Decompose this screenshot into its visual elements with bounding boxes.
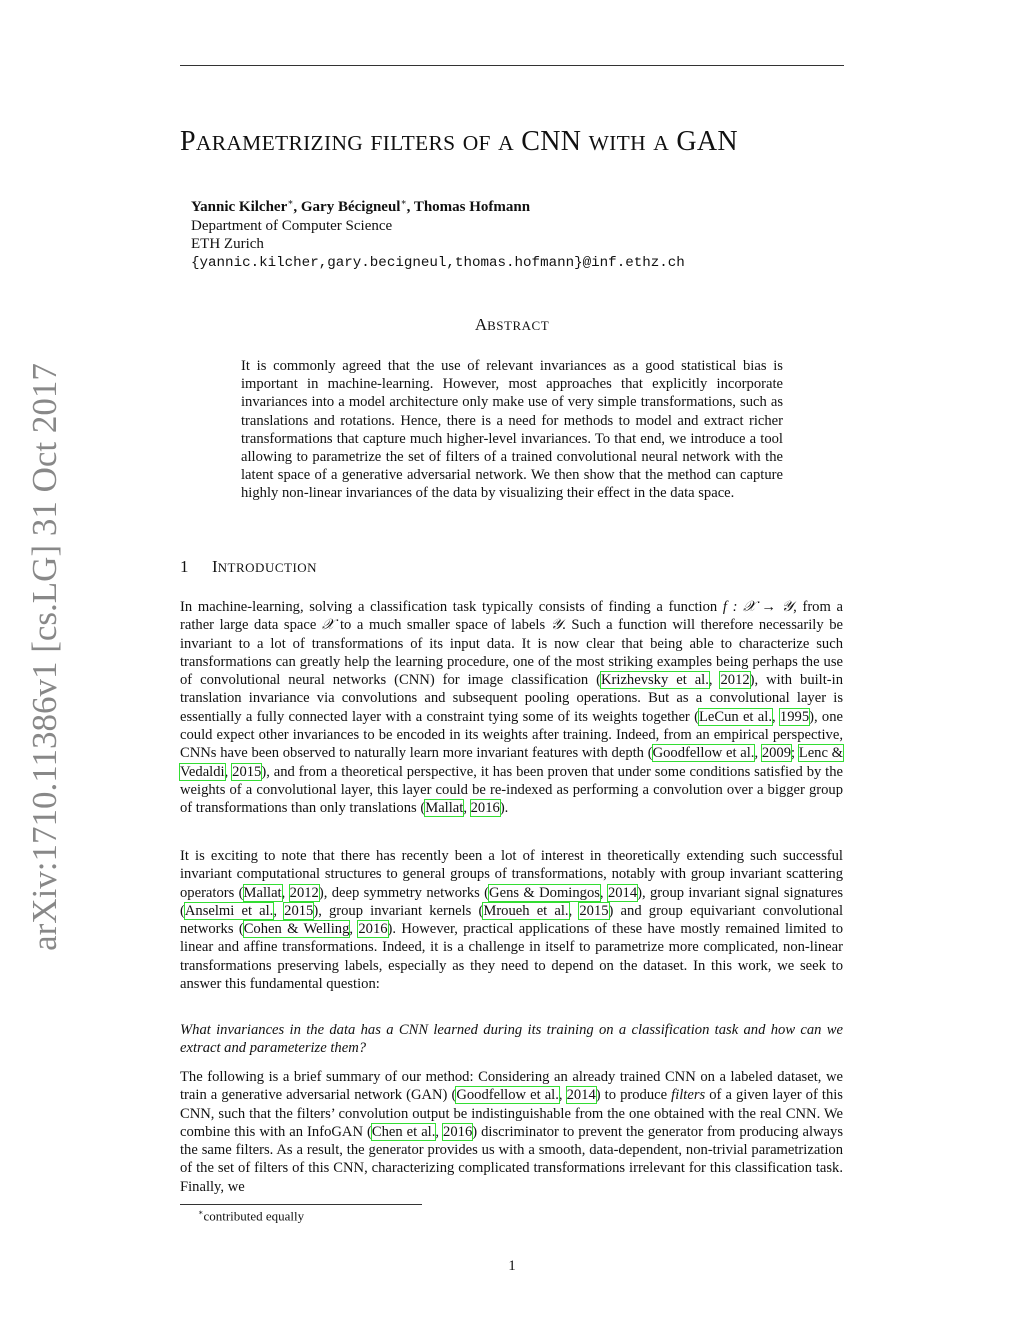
title-word: GAN — [676, 126, 738, 157]
author-emails: {yannic.kilcher,gary.becigneul,thomas.hofmann}@inf.ethz.ch — [191, 254, 685, 271]
math-function: f : 𝒳 → 𝒴 — [722, 599, 794, 615]
citation-link[interactable]: Goodfellow et al. — [456, 1087, 559, 1104]
research-question: What invariances in the data has a CNN learned during its training on a classification task and how can we extract and parameterize them? — [180, 1022, 843, 1057]
section-heading-introduction — [180, 557, 317, 577]
math-data-space: 𝒳 — [321, 617, 335, 634]
abstract-heading — [0, 315, 1024, 335]
citation-link[interactable]: 1995 — [779, 708, 810, 725]
intro-paragraph-1: In machine-learning, solving a classification task typically consists of finding a function f : 𝒳 → 𝒴, from a rather large data space 𝒳 to a much smaller space of labels 𝒴. Such a function will therefore necessarily be invariant to a lot of transformations of its input data. It is now clear that being able to characterize such transformations can greatly help the learning procedure, one of the most striking examples being perhaps the use of convolutional neural networks (CNN) for image classification (Krizhevsky et al., 2012), with built-in translation invariance via convolutions and subsequent pooling operations. But as a convolutional layer is essentially a fully connected layer with a constraint tying some of its weights together (LeCun et al., 1995), one could expect other invariances to be encoded in its weights after training. Indeed, from an empirical perspective, CNNs have been observed to naturally learn more invariant features with depth (Goodfellow et al., 2009; Lenc & Vedaldi, 2015), and from a theoretical perspective, it has been proven that under some conditions satisfied by the weights of a convolutional layer, this layer could be re-indexed as performing a convolution over a bigger group of transformations than only translations (Mallat, 2016). — [180, 599, 844, 817]
citation-link[interactable]: 2014 — [566, 1087, 596, 1104]
title-word-cap: P — [180, 126, 196, 157]
abstract-heading-cap: A — [474, 315, 488, 334]
equal-contribution-marker: ∗ — [400, 197, 407, 207]
citation-link[interactable]: 2012 — [720, 672, 750, 689]
intro-paragraph-3: The following is a brief summary of our method: Considering an already trained CNN on a labeled dataset, we train a generative adversarial network (GAN) (Goodfellow et al., 2014) to produce filters of a given layer of this CNN, such that the filters’ convolution output be indistinguishable from the one obtained with the real CNN. We combine this with an InfoGAN (Chen et al., 2016) discriminator to prevent the generator from producing always the same filters. As a result, the generator provides us with a smooth, data-dependent, non-trivial parametrization of the set of filters of this CNN, characterizing complicated transformations irrelevant for this classification task. Finally, we — [180, 1069, 844, 1195]
citation-link[interactable]: Mallat — [243, 884, 282, 901]
citation-link[interactable]: 2014 — [607, 884, 638, 901]
page-number: 1 — [508, 1258, 516, 1274]
citation-link[interactable]: 2016 — [358, 921, 388, 938]
title-word: A — [498, 131, 514, 155]
citation-link[interactable]: Cohen & Welling — [243, 921, 350, 938]
author-names: Yannic Kilcher∗, Gary Bécigneul∗, Thomas Hofmann — [191, 197, 531, 215]
citation-link[interactable]: 2009 — [761, 745, 791, 762]
title-word: FILTERS — [370, 131, 456, 155]
footnote — [198, 1208, 304, 1224]
citation-link[interactable]: 2015 — [232, 763, 262, 780]
citation-link[interactable]: Gens & Domingos — [489, 884, 600, 901]
citation-link[interactable]: 2016 — [443, 1123, 473, 1140]
header-rule — [180, 65, 844, 66]
citation-link[interactable]: Goodfellow et al. — [652, 745, 755, 762]
title-word: A — [653, 131, 670, 155]
paper-title — [180, 126, 880, 158]
citation-link[interactable]: Anselmi et al. — [184, 902, 274, 919]
intro-paragraph-2: It is exciting to note that there has recently been a lot of interest in theoretically extending such successful invariant computational structures to general groups of transformations, notably with group invariant scattering operators (Mallat, 2012), deep symmetry networks (Gens & Domingos, 2014), group invariant signal signatures (Anselmi et al., 2015), group invariant kernels (Mroueh et al., 2015) and group equivariant convolutional networks (Cohen & Welling, 2016). However, practical applications of these have mostly remained limited to linear and affine transformations. Indeed, it is a challenge in itself to parametrize more complicated, non-linear transformations preserving labels, especially as they need to depend on the dataset. In this work, we seek to answer this fundamental question: — [180, 848, 844, 993]
citation-link[interactable]: 2016 — [470, 800, 500, 817]
abstract-text: It is commonly agreed that the use of relevant invariances as a good statistical bias is important in machine-learning. However, most approaches that explicitly incorporate invariances into a model architecture only make use of very simple transformations, such as translations and rotations. Hence, there is a need for methods to model and extract richer transformations that capture much higher-level invariances. To that end, we introduce a tool allowing to parametrize the set of filters of a trained convolutional neural network with the latent space of a generative adversarial network. We then show that the method can capture highly non-linear invariances of the data by visualizing their effect in the data space. — [241, 358, 783, 502]
author-department: Department of Computer Science — [191, 217, 393, 234]
author-block — [191, 193, 685, 272]
citation-link[interactable]: Chen et al. — [371, 1123, 436, 1140]
title-word-rest: ARAMETRIZING — [195, 131, 364, 155]
footnote-text: contributed equally — [203, 1208, 305, 1224]
section-number: 1 — [180, 557, 189, 576]
citation-link[interactable]: 2012 — [289, 884, 319, 901]
footnote-marker: ∗ — [198, 1208, 204, 1217]
citation-link[interactable]: Lenc & Vedaldi — [180, 745, 844, 780]
citation-link[interactable]: LeCun et al. — [698, 708, 772, 725]
math-label-space: 𝒴 — [550, 617, 563, 634]
author-institution: ETH Zurich — [191, 236, 264, 252]
author-name: Thomas Hofmann — [413, 199, 531, 215]
author-name: Yannic Kilcher — [191, 199, 288, 215]
citation-link[interactable]: 2015 — [284, 902, 314, 919]
citation-link[interactable]: Mroueh et al. — [483, 902, 569, 919]
equal-contribution-marker: ∗ — [287, 197, 294, 207]
footnote-rule — [180, 1204, 422, 1205]
emphasis-filters: filters — [671, 1087, 706, 1104]
title-word: WITH — [588, 131, 646, 155]
title-word: CNN — [521, 126, 582, 157]
abstract-heading-rest: BSTRACT — [487, 318, 550, 333]
arxiv-identifier-stamp: arXiv:1710.11386v1 [cs.LG] 31 Oct 2017 — [25, 363, 64, 951]
section-heading-cap: I — [212, 557, 218, 576]
citation-link[interactable]: 2015 — [579, 902, 609, 919]
title-word: OF — [462, 131, 491, 155]
section-heading-rest: NTRODUCTION — [217, 560, 318, 575]
author-name: Gary Bécigneul — [300, 199, 401, 215]
citation-link[interactable]: Krizhevsky et al. — [601, 672, 709, 689]
citation-link[interactable]: Mallat — [425, 800, 464, 817]
